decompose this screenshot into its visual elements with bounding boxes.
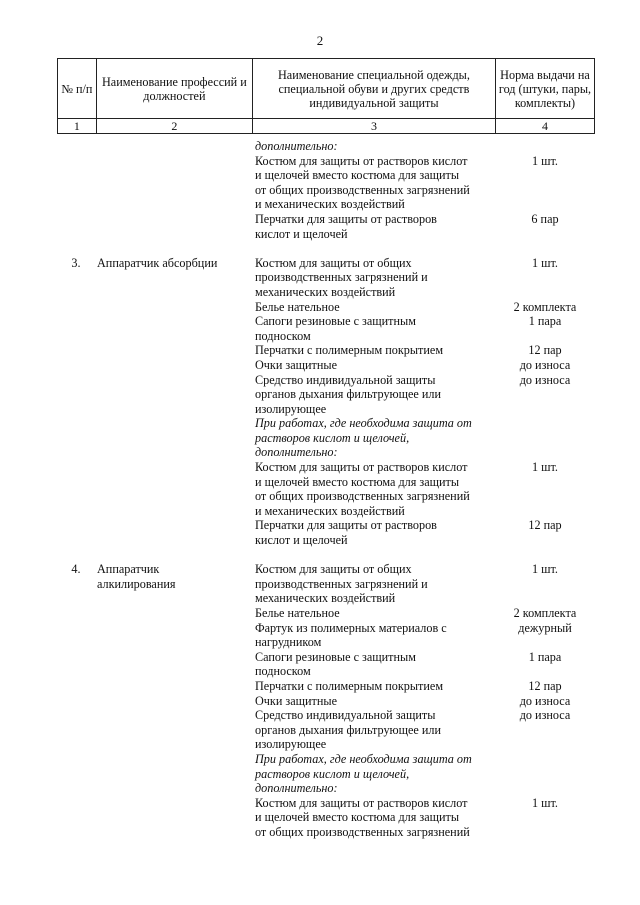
row-number: 3. [71, 255, 81, 270]
issue-norm: 1 шт. [532, 562, 558, 577]
equipment-item: подноском [255, 328, 311, 343]
issue-norm: до износа [519, 693, 571, 708]
issue-norm: 12 пар [528, 343, 562, 358]
equipment-item: При работах, где необходима защита от [255, 751, 472, 766]
row-number [57, 227, 95, 242]
equipment-item: изолирующее [255, 401, 327, 416]
issue-norm [495, 767, 595, 782]
table-row [57, 796, 595, 811]
table-row [57, 825, 595, 840]
equipment-item: и щелочей вместо костюма для защиты [255, 474, 460, 489]
equipment-item: При работах, где необходима защита от [255, 416, 472, 431]
profession-name [95, 475, 255, 490]
profession-name [95, 635, 255, 650]
profession-name [95, 270, 255, 285]
issue-norm [495, 504, 595, 519]
row-number [57, 460, 95, 475]
table-row [57, 168, 595, 183]
issue-norm: 6 пар [531, 211, 559, 226]
profession-name [95, 431, 255, 446]
profession-name [95, 752, 255, 767]
issue-norm: до износа [519, 357, 571, 372]
profession-name [95, 329, 255, 344]
row-number [57, 270, 95, 285]
equipment-item: и механических воздействий [255, 197, 405, 212]
equipment-item: органов дыхания фильтрующее или [255, 387, 442, 402]
equipment-item: Перчатки для защиты от растворов [255, 518, 437, 533]
row-number [57, 767, 95, 782]
table-row [57, 387, 595, 402]
issue-norm [495, 810, 595, 825]
row-number [57, 445, 95, 460]
row-number [57, 475, 95, 490]
table-row [57, 154, 595, 169]
profession-name [95, 606, 255, 621]
profession-name [95, 737, 255, 752]
issue-norm: до износа [519, 372, 571, 387]
table-row [57, 737, 595, 752]
equipment-item: Перчатки с полимерным покрытием [255, 678, 444, 693]
issue-norm [495, 781, 595, 796]
profession-name [95, 679, 255, 694]
issue-norm: 1 пара [528, 649, 562, 664]
equipment-item: от общих производственных загрязнений [255, 489, 470, 504]
equipment-item: Костюм для защиты от растворов кислот [255, 795, 468, 810]
equipment-item: механических воздействий [255, 591, 396, 606]
row-number [57, 358, 95, 373]
row-number [57, 723, 95, 738]
equipment-item: Костюм для защиты от общих [255, 255, 412, 270]
table-row [57, 810, 595, 825]
profession-name [95, 314, 255, 329]
profession-name [95, 825, 255, 840]
table-row [57, 752, 595, 767]
issue-norm [495, 183, 595, 198]
row-number [57, 197, 95, 212]
table-row [57, 504, 595, 519]
profession-name [95, 416, 255, 431]
issue-norm [495, 577, 595, 592]
table-row [57, 606, 595, 621]
table-row [57, 767, 595, 782]
equipment-item: Белье нательное [255, 299, 340, 314]
table-row [57, 460, 595, 475]
equipment-item: и щелочей вместо костюма для защиты [255, 168, 460, 183]
profession-name [95, 650, 255, 665]
row-number [57, 285, 95, 300]
profession-name [95, 227, 255, 242]
table-row [57, 139, 595, 154]
issue-norm [495, 139, 595, 154]
row-number [57, 679, 95, 694]
equipment-item: механических воздействий [255, 284, 396, 299]
profession-name [95, 212, 255, 227]
issue-norm [495, 664, 595, 679]
issue-norm: 2 комплекта [513, 606, 577, 620]
table-header [57, 58, 595, 134]
equipment-item: растворов кислот и щелочей, [255, 430, 410, 445]
table-row [57, 475, 595, 490]
profession-name [95, 533, 255, 548]
equipment-item: производственных загрязнений и [255, 270, 428, 285]
table-row [57, 212, 595, 227]
equipment-item: кислот и щелочей [255, 533, 348, 548]
issue-norm: дежурный [518, 620, 572, 635]
col-equipment-header: Наименование специальной одежды, специальной обуви и других средств индивидуальной защиты [252, 59, 495, 119]
table-row [57, 533, 595, 548]
issue-norm [495, 197, 595, 212]
row-number [57, 577, 95, 592]
table-row [57, 577, 595, 592]
table-row [57, 402, 595, 417]
row-number [57, 154, 95, 169]
issue-norm [495, 635, 595, 650]
issue-norm [495, 533, 595, 548]
profession-name: Аппаратчик абсорбции [97, 255, 218, 270]
profession-name [95, 664, 255, 679]
profession-name [95, 781, 255, 796]
table-row [57, 591, 595, 606]
table-row [57, 781, 595, 796]
issue-norm [495, 752, 595, 767]
issue-norm: 12 пар [528, 518, 562, 533]
table-row [57, 285, 595, 300]
col-index-2: 2 [96, 119, 252, 134]
issue-norm [495, 475, 595, 490]
row-number [57, 329, 95, 344]
table-row [57, 270, 595, 285]
profession-name [95, 504, 255, 519]
row-number [57, 489, 95, 504]
col-index-3: 3 [252, 119, 495, 134]
table-row [57, 343, 595, 358]
equipment-item: Костюм для защиты от общих [255, 562, 412, 577]
profession-name [95, 767, 255, 782]
row-number [57, 635, 95, 650]
issue-norm [495, 387, 595, 402]
col-number-header: № п/п [58, 59, 97, 119]
row-number [57, 606, 95, 621]
profession-name [95, 168, 255, 183]
profession-name [95, 285, 255, 300]
row-spacer [57, 241, 595, 256]
equipment-item: изолирующее [255, 737, 327, 752]
row-spacer [57, 548, 595, 563]
profession-name [95, 387, 255, 402]
equipment-item: нагрудником [255, 635, 322, 650]
profession-name [95, 139, 255, 154]
row-number [57, 533, 95, 548]
row-number [57, 825, 95, 840]
issue-norm [495, 737, 595, 752]
row-number [57, 431, 95, 446]
equipment-item: подноском [255, 664, 311, 679]
row-number [57, 518, 95, 533]
issue-norm [495, 402, 595, 417]
table-row [57, 358, 595, 373]
profession-name [95, 197, 255, 212]
equipment-item: Костюм для защиты от растворов кислот [255, 460, 468, 475]
issue-norm [495, 825, 595, 840]
equipment-item: от общих производственных загрязнений [255, 824, 470, 839]
issue-norm [495, 227, 595, 242]
table-row [57, 416, 595, 431]
row-number [57, 373, 95, 388]
equipment-item: дополнительно: [255, 139, 338, 153]
issue-norm [495, 489, 595, 504]
table-row [57, 373, 595, 388]
profession-name [95, 300, 255, 315]
table-row [57, 723, 595, 738]
equipment-item: органов дыхания фильтрующее или [255, 722, 442, 737]
row-number [57, 387, 95, 402]
issue-norm [495, 329, 595, 344]
issue-norm: 1 пара [528, 314, 562, 329]
profession-name [95, 708, 255, 723]
table-row [57, 329, 595, 344]
equipment-item: производственных загрязнений и [255, 576, 428, 591]
profession-name: Аппаратчик [97, 562, 160, 577]
row-number [57, 694, 95, 709]
profession-name [95, 591, 255, 606]
row-number [57, 621, 95, 636]
issue-norm: 1 шт. [532, 255, 558, 270]
profession-name [95, 445, 255, 460]
profession-name [95, 183, 255, 198]
col-index-4: 4 [495, 119, 594, 134]
issue-norm: 1 шт. [532, 460, 558, 475]
equipment-item: Средство индивидуальной защиты [255, 708, 436, 723]
profession-name [95, 810, 255, 825]
table-row [57, 431, 595, 446]
row-number [57, 300, 95, 315]
row-number: 4. [71, 562, 81, 577]
issue-norm: до износа [519, 708, 571, 723]
equipment-item: кислот и щелочей [255, 226, 348, 241]
equipment-item: Перчатки с полимерным покрытием [255, 343, 444, 358]
issue-norm [495, 591, 595, 606]
row-number [57, 402, 95, 417]
issue-norm [495, 416, 595, 431]
issue-norm: 1 шт. [532, 795, 558, 810]
row-number [57, 212, 95, 227]
table-row [57, 635, 595, 650]
row-number [57, 504, 95, 519]
row-number [57, 183, 95, 198]
row-number [57, 810, 95, 825]
equipment-item: Костюм для защиты от растворов кислот [255, 153, 468, 168]
page-number: 2 [316, 33, 324, 48]
table-row [57, 694, 595, 709]
row-number [57, 416, 95, 431]
equipment-item: Белье нательное [255, 606, 340, 620]
table-row [57, 183, 595, 198]
equipment-item: Сапоги резиновые с защитным [255, 649, 416, 664]
issue-norm: 2 комплекта [513, 299, 577, 314]
profession-name [95, 343, 255, 358]
table-row [57, 300, 595, 315]
equipment-item: Средство индивидуальной защиты [255, 372, 436, 387]
col-index-1: 1 [58, 119, 97, 134]
equipment-item: Фартук из полимерных материалов с [255, 620, 447, 635]
issue-norm [495, 445, 595, 460]
row-number [57, 591, 95, 606]
issue-norm [495, 285, 595, 300]
profession-name [95, 373, 255, 388]
table-row [57, 314, 595, 329]
profession-name [95, 154, 255, 169]
issue-norm: 1 шт. [532, 153, 558, 168]
profession-name [95, 489, 255, 504]
equipment-item: и щелочей вместо костюма для защиты [255, 810, 460, 825]
table-row [57, 489, 595, 504]
row-number [57, 708, 95, 723]
equipment-item: Очки защитные [255, 693, 337, 708]
table-row [57, 708, 595, 723]
table-row [57, 445, 595, 460]
issue-norm: 12 пар [528, 678, 562, 693]
table-row [57, 664, 595, 679]
col-profession-header: Наименование профессий и должностей [96, 59, 252, 119]
row-number [57, 752, 95, 767]
profession-name [95, 694, 255, 709]
issue-norm [495, 431, 595, 446]
issue-norm [495, 270, 595, 285]
equipment-item: Перчатки для защиты от растворов [255, 211, 437, 226]
profession-name: алкилирования [97, 576, 176, 591]
table-body [57, 139, 595, 840]
col-norm-header: Норма выдачи на год (штуки, пары, комплекты) [495, 59, 594, 119]
row-number [57, 664, 95, 679]
row-number [57, 314, 95, 329]
equipment-item: дополнительно: [255, 781, 338, 796]
row-number [57, 737, 95, 752]
profession-name [95, 796, 255, 811]
issue-norm [495, 723, 595, 738]
table-row [57, 650, 595, 665]
table-row [57, 562, 595, 577]
profession-name [95, 402, 255, 417]
equipment-item: Очки защитные [255, 357, 337, 372]
table-row [57, 679, 595, 694]
table-row [57, 256, 595, 271]
equipment-item: от общих производственных загрязнений [255, 182, 470, 197]
equipment-item: Сапоги резиновые с защитным [255, 314, 416, 329]
profession-name [95, 621, 255, 636]
table-row [57, 621, 595, 636]
equipment-item: растворов кислот и щелочей, [255, 766, 410, 781]
row-number [57, 650, 95, 665]
row-number [57, 168, 95, 183]
profession-name [95, 460, 255, 475]
table-row [57, 227, 595, 242]
issue-norm [495, 168, 595, 183]
row-number [57, 139, 95, 154]
equipment-item: дополнительно: [255, 445, 338, 460]
table-row [57, 197, 595, 212]
row-number [57, 796, 95, 811]
profession-name [95, 518, 255, 533]
row-number [57, 781, 95, 796]
profession-name [95, 723, 255, 738]
table-row [57, 518, 595, 533]
row-number [57, 343, 95, 358]
profession-name [95, 358, 255, 373]
equipment-item: и механических воздействий [255, 503, 405, 518]
